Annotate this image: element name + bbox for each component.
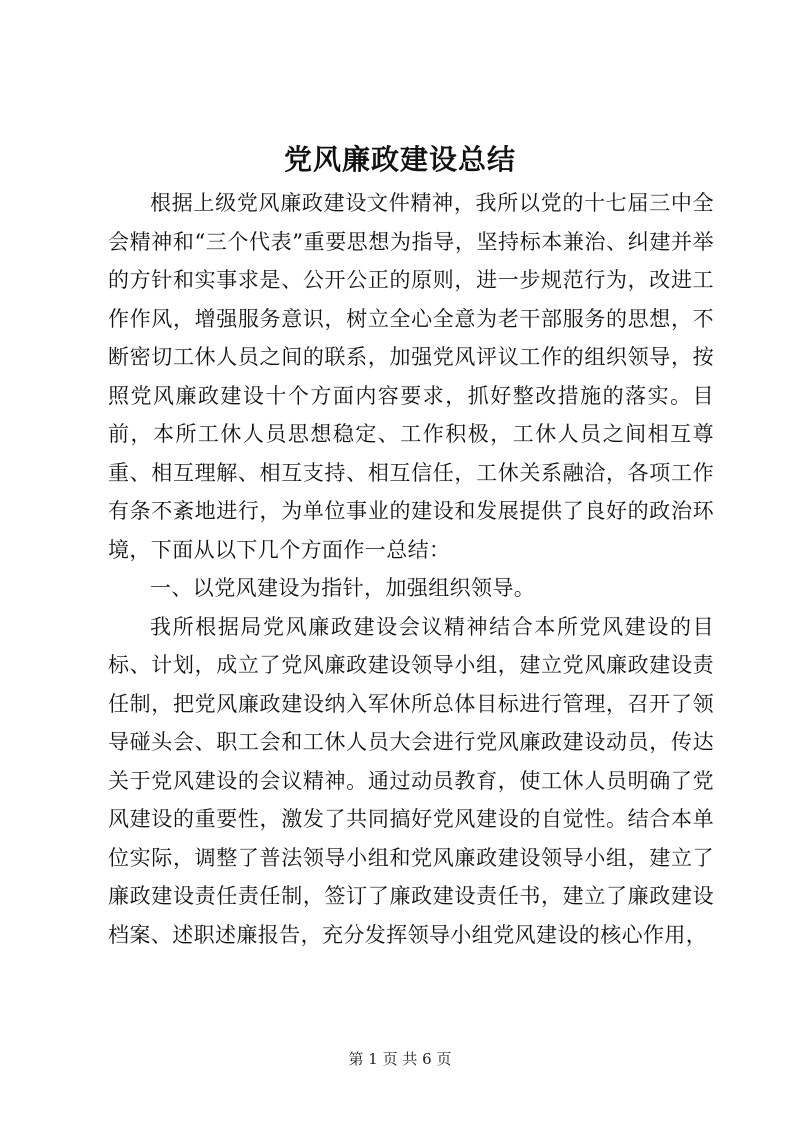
document-title: 党风廉政建设总结 [283,143,516,176]
document-body [108,184,714,954]
section-heading-1: 一、以党风建设为指针，加强组织领导。 [150,576,536,600]
paragraph-intro: 根据上级党风廉政建设文件精神，我所以党的十七届三中全会精神和“三个代表”重要思想为指导，坚持标本兼治、纠建并举的方针和实事求是、公开公正的原则，进一步规范行为，改进工作作风，增强服务意识，树立全心全意为老干部服务的思想，不断密切工休人员之间的联系，加强党风评议工作的组织领导，按照党风廉政建设十个方面内容要求，抓好整改措施的落实。目前，本所工休人员思想稳定、工作积极，工休人员之间相互尊重、相互理解、相互支持、相互信任，工休关系融洽，各项工作有条不紊地进行，为单位事业的建设和发展提供了良好的政治环境，下面从以下几个方面作一总结： [108,191,714,562]
paragraph-section-1: 我所根据局党风廉政建设会议精神结合本所党风建设的目标、计划，成立了党风廉政建设领导小组，建立党风廉政建设责任制，把党风廉政建设纳入军休所总体目标进行管理，召开了领导碰头会、职工会和工休人员大会进行党风廉政建设动员，传达关于党风建设的会议精神。通过动员教育，使工休人员明确了党风建设的重要性，激发了共同搞好党风建设的自觉性。结合本单位实际，调整了普法领导小组和党风廉政建设领导小组，建立了廉政建设责任责任制，签订了廉政建设责任书，建立了廉政建设档案、述职述廉报告，充分发挥领导小组党风建设的核心作用， [108,614,714,947]
page-number-footer: 第 1 页 共 6 页 [348,1050,452,1068]
